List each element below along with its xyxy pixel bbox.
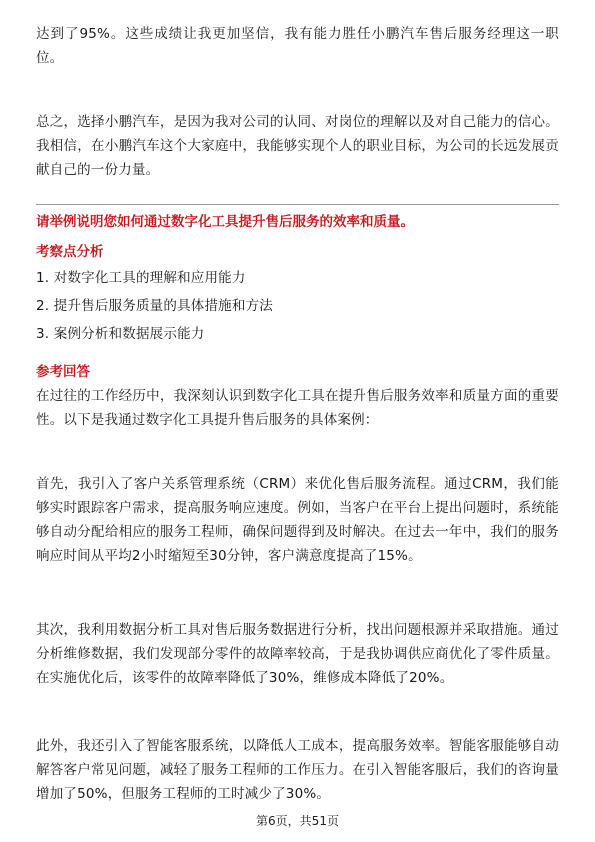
- answer-paragraph-1-text: 在过往的工作经历中，我深刻认识到数字化工具在提升售后服务效率和质量方面的重要性。以下是我通过数字化工具提升售后服务的具体案例：: [36, 388, 559, 428]
- page-number: 第6页，共51页: [256, 814, 339, 828]
- answer-paragraph-2: [36, 472, 559, 568]
- analysis-item: 2. 提升售后服务质量的具体措施和方法: [36, 298, 273, 314]
- intro-paragraph-2-text: 总之，选择小鹏汽车，是因为我对公司的认同、对岗位的理解以及对自己能力的信心。我相信，在小鹏汽车这个大家庭中，我能够实现个人的职业目标，为公司的长远发展贡献自己的一份力量。: [36, 114, 559, 178]
- analysis-item: 3. 案例分析和数据展示能力: [36, 326, 205, 342]
- section-divider: [36, 204, 559, 205]
- analysis-item: 1. 对数字化工具的理解和应用能力: [36, 270, 246, 286]
- answer-heading: 参考回答: [36, 364, 90, 380]
- answer-paragraph-2-text: 首先，我引入了客户关系管理系统（CRM）来优化售后服务流程。通过CRM，我们能够实时跟踪客户需求，提高服务响应速度。例如，当客户在平台上提出问题时，系统能够自动分配给相应的服务工程师，确保问题得到及时解决。在过去一年中，我们的服务响应时间从平均2小时缩短至30分钟，客户满意度提高了15%。: [36, 476, 559, 564]
- answer-paragraph-4: [36, 734, 559, 806]
- intro-paragraph-2: [36, 110, 559, 182]
- intro-paragraph-1-text: 达到了95%。这些成绩让我更加坚信，我有能力胜任小鹏汽车售后服务经理这一职位。: [36, 26, 559, 66]
- answer-paragraph-1: [36, 384, 559, 432]
- analysis-heading: 考察点分析: [36, 244, 104, 260]
- intro-paragraph-1: [36, 22, 559, 70]
- answer-paragraph-4-text: 此外，我还引入了智能客服系统，以降低人工成本，提高服务效率。智能客服能够自动解答客户常见问题，减轻了服务工程师的工作压力。在引入智能客服后，我们的咨询量增加了50%，但服务工程师的工时减少了30%。: [36, 738, 559, 802]
- question-title: 请举例说明您如何通过数字化工具提升售后服务的效率和质量。: [36, 214, 414, 230]
- answer-paragraph-3: [36, 618, 559, 690]
- analysis-list: [36, 266, 559, 350]
- answer-paragraph-3-text: 其次，我利用数据分析工具对售后服务数据进行分析，找出问题根源并采取措施。通过分析维修数据，我们发现部分零件的故障率较高，于是我协调供应商优化了零件质量。在实施优化后，该零件的故障率降低了30%，维修成本降低了20%。: [36, 622, 559, 686]
